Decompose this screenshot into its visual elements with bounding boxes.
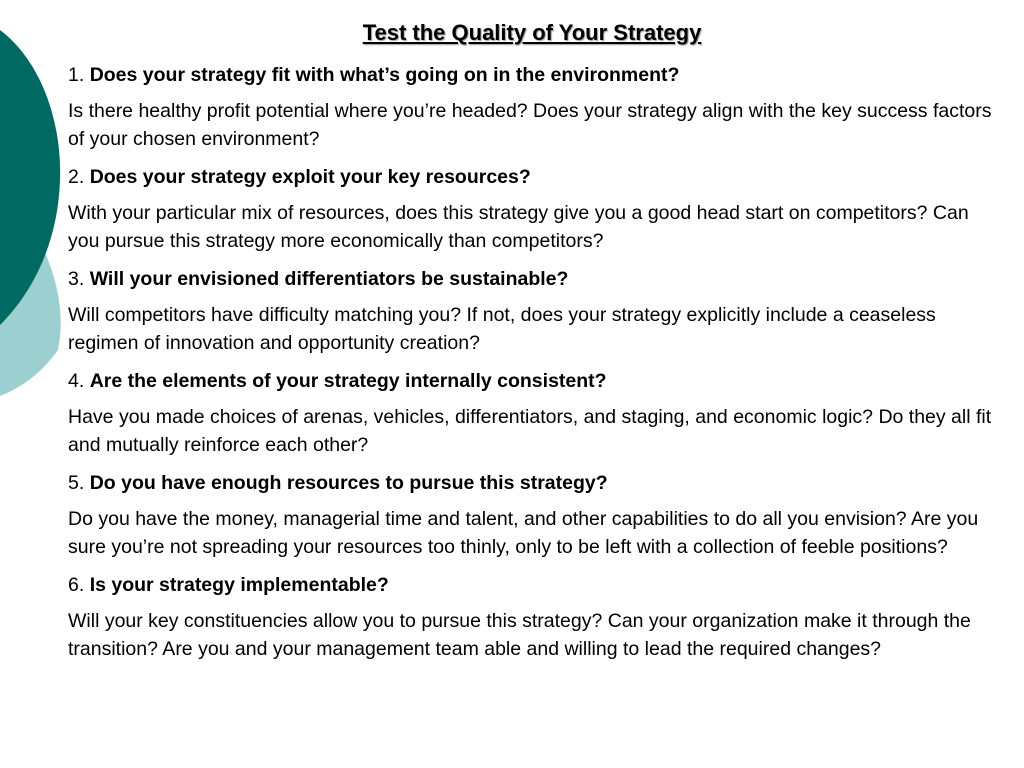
question-4-explanation: Have you made choices of arenas, vehicles, differentiators, and staging, and economic logic? Do they all fit and mutually reinforce each other? [68, 406, 992, 456]
question-number: 1. [68, 64, 85, 86]
question-5-explanation: Do you have the money, managerial time and talent, and other capabilities to do all you envision? Are you sure you’re not spreading your resources too thinly, only to be left with a collection of feeble positions? [68, 508, 979, 558]
question-text: Will your envisioned differentiators be sustainable? [89, 268, 569, 290]
question-1-explanation: Is there healthy profit potential where you’re headed? Does your strategy align with the key success factors of your chosen environment? [68, 100, 992, 150]
question-text: Are the elements of your strategy internally consistent? [89, 370, 607, 392]
question-number: 4. [68, 370, 85, 392]
question-number: 2. [68, 166, 85, 188]
question-number: 5. [68, 472, 85, 494]
question-6 [68, 572, 998, 598]
question-3 [68, 266, 998, 292]
question-4 [68, 368, 998, 394]
slide-title: Test the Quality of Your Strategy [362, 20, 702, 45]
question-6-explanation: Will your key constituencies allow you to pursue this strategy? Can your organization make it through the transition? Are you and your management team able and willing to lead the required changes? [68, 610, 971, 660]
question-text: Does your strategy fit with what’s going on in the environment? [89, 64, 680, 86]
question-text: Do you have enough resources to pursue this strategy? [89, 472, 608, 494]
strategy-questions [68, 62, 998, 674]
question-text: Is your strategy implementable? [89, 574, 389, 596]
question-2 [68, 164, 998, 190]
question-3-explanation: Will competitors have difficulty matching you? If not, does your strategy explicitly include a ceaseless regimen of innovation and opportunity creation? [68, 304, 936, 354]
question-number: 3. [68, 268, 85, 290]
question-5 [68, 470, 998, 496]
question-1 [68, 62, 998, 88]
question-number: 6. [68, 574, 85, 596]
question-text: Does your strategy exploit your key resources? [89, 166, 531, 188]
question-2-explanation: With your particular mix of resources, does this strategy give you a good head start on competitors? Can you pursue this strategy more economically than competitors? [68, 202, 969, 252]
